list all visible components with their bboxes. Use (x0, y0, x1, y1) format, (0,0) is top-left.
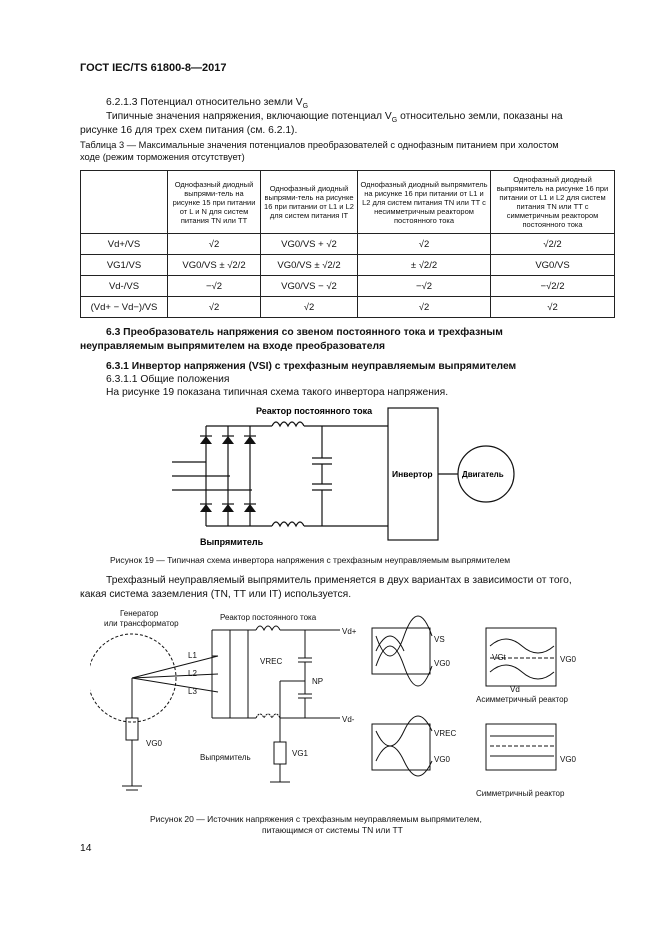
fig20-l1: L1 (188, 651, 197, 660)
fig20-sym-label: Симметричный реактор (476, 789, 565, 798)
section-heading-6-3-cont: неуправляемым выпрямителем на входе преобразователя (80, 341, 385, 352)
table-cell: VG0/VS + √2 (261, 234, 358, 255)
fig20-vgt: VGt (492, 653, 506, 662)
table-cell: Vd+/VS (81, 234, 168, 255)
table-cell: VG0/VS − √2 (261, 276, 358, 297)
fig20-vrec: VREC (260, 657, 283, 666)
table-cell: ± √2/2 (358, 255, 491, 276)
fig19-rectifier-label: Выпрямитель (200, 537, 264, 547)
fig20-rectifier-label: Выпрямитель (200, 753, 251, 762)
table-cell: √2 (358, 297, 491, 318)
fig19-motor-label: Двигатель (462, 470, 504, 479)
table-cell: −√2 (168, 276, 261, 297)
fig20-reactor-label: Реактор постоянного тока (220, 613, 317, 622)
table-cell: −√2 (358, 276, 491, 297)
document-header: ГОСТ IEC/TS 61800-8—2017 (80, 62, 227, 74)
table-cell: √2 (168, 297, 261, 318)
table-cell: VG0/VS ± √2/2 (168, 255, 261, 276)
table-row (81, 297, 615, 318)
fig20-vrec-scope: VREC (434, 729, 457, 738)
table-cell: VG0/VS ± √2/2 (261, 255, 358, 276)
fig20-vs: VS (434, 635, 445, 644)
fig20-l2: L2 (188, 669, 197, 678)
section-heading-6-3-1: 6.3.1 Инвертор напряжения (VSI) с трехфазным неуправляемым выпрямителем (106, 361, 517, 372)
fig20-generator-label: Генератор (120, 609, 159, 618)
figure-20-circuit (90, 606, 600, 806)
paragraph-6-2-1-3-cont: рисунке 16 для трех схем питания (см. 6.2.1). (80, 125, 298, 136)
table-header: Однофазный диодный выпрямитель на рисунке 16 при питании от L1 и L2 для систем питания TN или TT с несимметричным реактором постоянного тока (358, 171, 491, 234)
fig20-vg0-scope3: VG0 (434, 755, 451, 764)
fig19-inverter-label: Инвертор (392, 469, 433, 479)
table-row (81, 255, 615, 276)
table-header-empty (81, 171, 168, 234)
table-cell: √2 (168, 234, 261, 255)
fig20-asym-label: Асимметричный реактор (476, 695, 569, 704)
paragraph-intro: На рисунке 19 показана типичная схема такого инвертора напряжения. (106, 387, 449, 398)
page-number: 14 (80, 843, 92, 854)
table-caption-1: Таблица 3 — Максимальные значения потенциалов преобразователей с однофазным питанием при холостом (80, 140, 559, 150)
table-cell: VG0/VS (491, 255, 615, 276)
table-3 (80, 170, 615, 318)
figure-19-circuit (160, 400, 540, 550)
fig20-vd-minus: Vd- (342, 715, 355, 724)
fig20-vg1: VG1 (292, 749, 309, 758)
fig20-vd: Vd (510, 685, 520, 694)
table-cell: Vd-/VS (81, 276, 168, 297)
section-heading-6-3-1-1: 6.3.1.1 Общие положения (106, 374, 230, 385)
fig19-reactor-label: Реактор постоянного тока (256, 406, 373, 416)
fig20-generator-label-2: или трансформатор (104, 619, 179, 628)
table-cell: √2 (358, 234, 491, 255)
paragraph-after-fig19-cont: какая система заземления (TN, TT или IT) используется. (80, 589, 352, 600)
table-cell: √2 (491, 297, 615, 318)
paragraph-6-2-1-3: Типичные значения напряжения, включающие потенциал $V_G$ относительно земли, показаны на (106, 111, 563, 125)
fig20-vg0-scope1: VG0 (434, 659, 451, 668)
table-cell: (Vd+ − Vd−)/VS (81, 297, 168, 318)
table-caption-2: ходе (режим торможения отсутствует) (80, 152, 245, 162)
fig20-vg0-scope2: VG0 (560, 655, 577, 664)
table-header: Однофазный диодный выпрями-тель на рисунке 16 при питании от L1 и L2 для систем питания IT (261, 171, 358, 234)
section-heading-6-2-1-3: 6.2.1.3 Потенциал относительно земли $V_G$ (106, 97, 309, 111)
table-row (81, 276, 615, 297)
table-cell: −√2/2 (491, 276, 615, 297)
section-heading-6-3: 6.3 Преобразователь напряжения со звеном постоянного тока и трехфазным (106, 327, 503, 338)
fig20-vg0: VG0 (146, 739, 163, 748)
paragraph-after-fig19: Трехфазный неуправляемый выпрямитель применяется в двух вариантах в зависимости от того, (106, 575, 572, 586)
fig20-np: NP (312, 677, 324, 686)
figure-20-caption: Рисунок 20 — Источник напряжения с трехфазным неуправляемым выпрямителем, (150, 814, 482, 824)
table-row (81, 234, 615, 255)
table-cell: VG1/VS (81, 255, 168, 276)
fig20-vd-plus: Vd+ (342, 627, 357, 636)
figure-20-caption-2: питающимся от системы TN или TT (262, 825, 403, 835)
fig20-l3: L3 (188, 687, 197, 696)
figure-19-caption: Рисунок 19 — Типичная схема инвертора напряжения с трехфазным неуправляемым выпрямителем (110, 555, 511, 565)
fig20-vg0-scope4: VG0 (560, 755, 577, 764)
table-header: Однофазный диодный выпрямитель на рисунке 16 при питании от L1 и L2 для систем питания TN или TT с симметричным реактором постоянного тока (491, 171, 615, 234)
table-cell: √2 (261, 297, 358, 318)
table-header: Однофазный диодный выпрями-тель на рисунке 15 при питании от L и N для систем питания TN или TT (168, 171, 261, 234)
table-cell: √2/2 (491, 234, 615, 255)
